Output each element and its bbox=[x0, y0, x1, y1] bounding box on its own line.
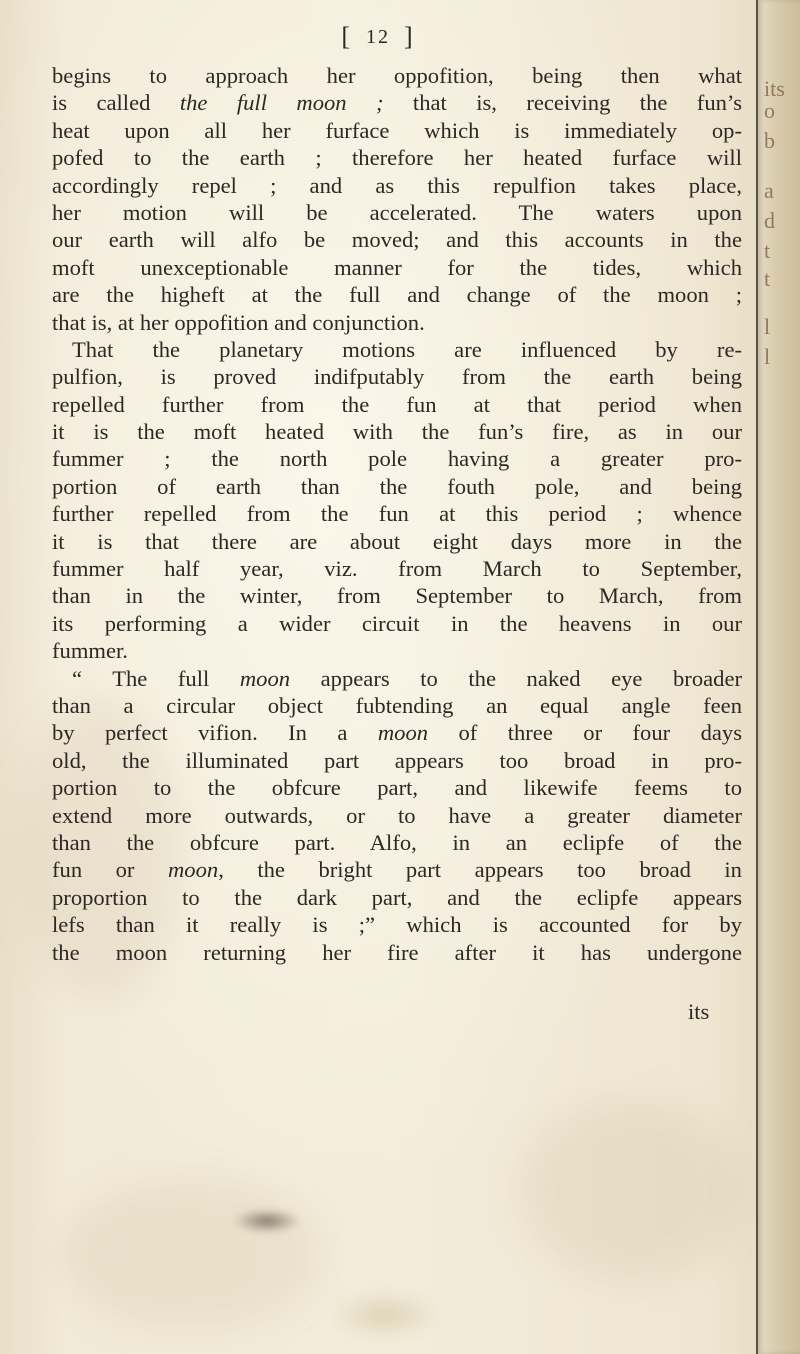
text-segment: appears to the naked eye broader bbox=[290, 665, 742, 691]
text-line: begins to approach her oppofition, being then what bbox=[52, 63, 742, 88]
text-line: than a circular object fubtending an equal angle feen bbox=[52, 692, 742, 718]
adjacent-page-fragment: o bbox=[764, 98, 775, 123]
ink-smudge bbox=[232, 1208, 302, 1234]
adjacent-page-fragment: t bbox=[764, 238, 771, 263]
page-number: 12 bbox=[366, 26, 390, 48]
italic-term: moon bbox=[167, 857, 219, 883]
text-line bbox=[52, 89, 742, 116]
text-line: portion to the obfcure part, and likewife feems to bbox=[52, 775, 742, 801]
text-line bbox=[52, 665, 742, 692]
text-line: it is the moft heated with the fun’s fire, as in our bbox=[52, 419, 742, 445]
text-line: are the higheft at the full and change of the moon ; bbox=[52, 282, 742, 308]
adjacent-page-fragment: a bbox=[764, 178, 774, 203]
text-line: that is, at her oppofition and conjunction. bbox=[52, 309, 425, 335]
text-segment: “ The full bbox=[72, 665, 240, 691]
italic-term: the full moon ; bbox=[179, 90, 384, 116]
text-segment: fun or bbox=[52, 857, 168, 883]
text-line: portion of earth than the fouth pole, and being bbox=[52, 473, 742, 499]
adjacent-page-fragment: d bbox=[764, 208, 775, 233]
text-line: its performing a wider circuit in the heavens in our bbox=[52, 610, 742, 636]
paper-blemish bbox=[330, 1290, 440, 1340]
text-line: extend more outwards, or to have a greater diameter bbox=[52, 802, 742, 828]
text-line: fummer ; the north pole having a greater pro- bbox=[52, 446, 742, 472]
bracket-close: ] bbox=[404, 22, 415, 51]
text-line: her motion will be accelerated. The waters upon bbox=[52, 199, 742, 225]
text-line: lefs than it really is ;” which is accounted for by bbox=[52, 912, 742, 938]
page-header bbox=[0, 22, 756, 52]
text-line bbox=[52, 856, 742, 883]
text-line: old, the illuminated part appears too broad in pro- bbox=[52, 747, 742, 773]
paper-stain bbox=[520, 1100, 740, 1280]
text-line bbox=[52, 719, 742, 746]
text-line: than in the winter, from September to March, from bbox=[52, 583, 742, 609]
text-line: further repelled from the fun at this period ; whence bbox=[52, 501, 742, 527]
text-line: heat upon all her furface which is immediately op- bbox=[52, 117, 742, 143]
italic-term: moon bbox=[239, 665, 291, 691]
text-line: than the obfcure part. Alfo, in an eclipfe of the bbox=[52, 829, 742, 855]
text-line: it is that there are about eight days more in the bbox=[52, 528, 742, 554]
paper-stain bbox=[60, 1180, 320, 1330]
text-line: accordingly repel ; and as this repulfion takes place, bbox=[52, 172, 742, 198]
text-segment: by perfect vifion. In a bbox=[52, 720, 378, 746]
text-line: fummer. bbox=[52, 638, 128, 664]
adjacent-page-fragment: l bbox=[764, 314, 771, 339]
text-segment: of three or four days bbox=[428, 720, 742, 746]
text-line: the moon returning her fire after it has undergone bbox=[52, 939, 742, 965]
text-line: That the planetary motions are influenced by re- bbox=[72, 336, 742, 362]
text-line: pofed to the earth ; therefore her heated furface will bbox=[52, 145, 742, 171]
text-segment: , the bright part appears too broad in bbox=[218, 857, 742, 883]
adjacent-page-fragment: b bbox=[764, 128, 775, 153]
text-line: repelled further from the fun at that period when bbox=[52, 391, 742, 417]
bracket-open: [ bbox=[341, 22, 352, 51]
text-line: our earth will alfo be moved; and this accounts in the bbox=[52, 227, 742, 253]
catchword: its bbox=[688, 999, 710, 1024]
italic-term: moon bbox=[377, 720, 429, 746]
body-text bbox=[52, 62, 742, 966]
text-segment: is called bbox=[52, 90, 180, 116]
text-segment: that is, receiving the fun’s bbox=[383, 90, 742, 116]
adjacent-page-fragment: t bbox=[764, 266, 771, 291]
text-line: proportion to the dark part, and the eclipfe appears bbox=[52, 884, 742, 910]
adjacent-page-fragment: its bbox=[764, 76, 785, 101]
text-line: fummer half year, viz. from March to September, bbox=[52, 556, 742, 582]
adjacent-page-fragment: l bbox=[764, 344, 771, 369]
text-line: pulfion, is proved indifputably from the earth being bbox=[52, 364, 742, 390]
adjacent-page-edge bbox=[756, 0, 800, 1354]
text-line: moft unexceptionable manner for the tides, which bbox=[52, 254, 742, 280]
